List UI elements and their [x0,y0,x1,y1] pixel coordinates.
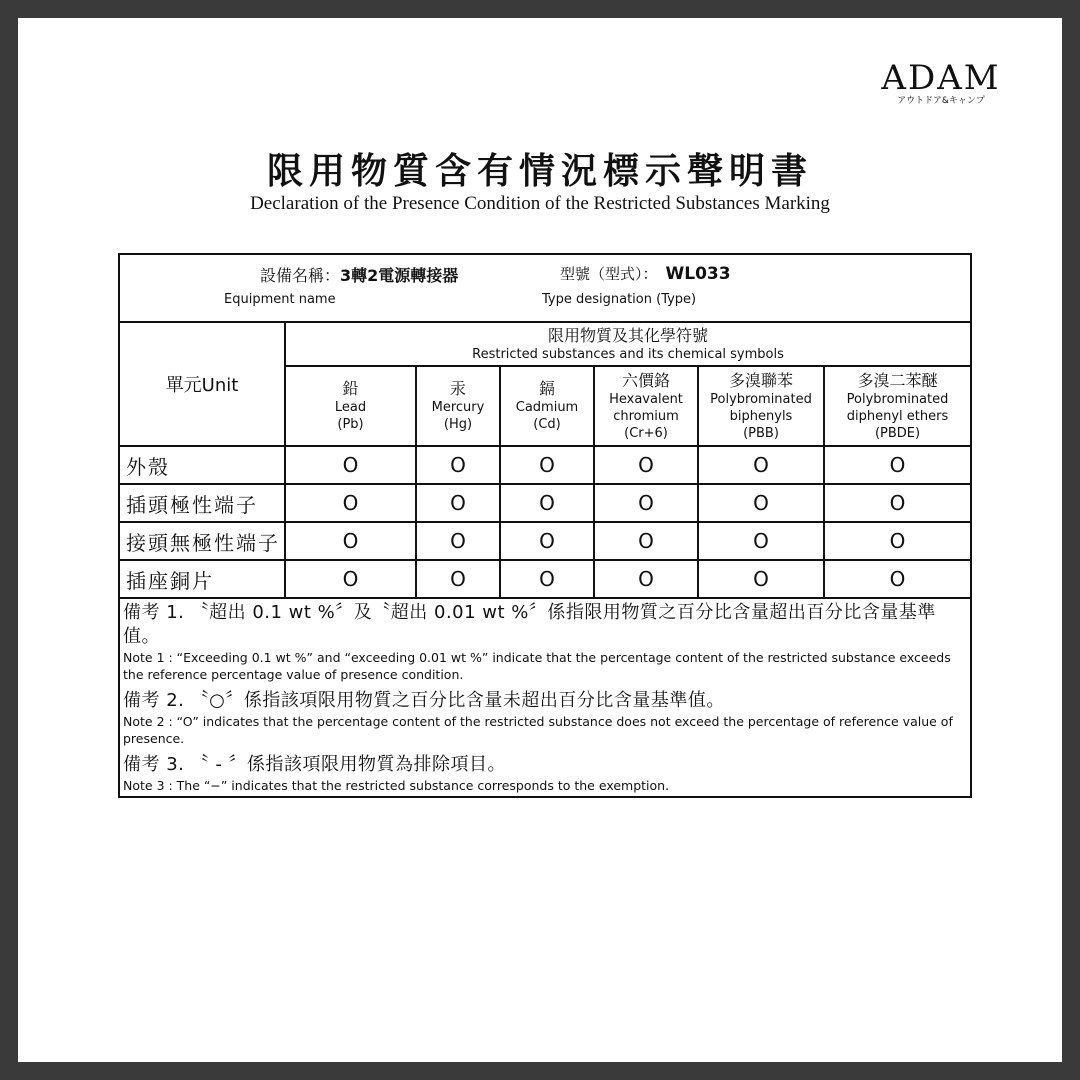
part-name: 插頭極性端子 [119,484,285,522]
restricted-header-en: Restricted substances and its chemical symbols [472,347,784,362]
presence-mark: O [500,560,594,598]
page-title-cn: 限用物質含有情況標示聲明書 [266,150,813,192]
presence-mark: O [500,446,594,484]
presence-mark: O [285,484,416,522]
presence-mark: O [285,560,416,598]
substance-en: chromium [613,408,679,424]
table-row [119,446,971,484]
substance-symbol: (Hg) [443,417,473,432]
presence-mark: O [594,522,698,560]
equipment-value: 3轉2電源轉接器 [340,266,459,285]
substance-cn: 六價鉻 [621,370,670,390]
substance-symbol: (PBB) [743,425,779,441]
presence-mark: O [698,560,824,598]
substance-en: Mercury [431,400,485,415]
note-1-en: Note 1 : “Exceeding 0.1 wt %” and “exceeding 0.01 wt %” indicate that the percentage content of the restricted substance exceeds the reference percentage value of presence condition. [123,650,951,682]
note-1-cn: 備考 1. 〝超出 0.1 wt %〞及〝超出 0.01 wt %〞係指限用物質之百分比含量超出百分比含量基準值。 [123,602,936,647]
part-name: 外殼 [119,446,285,484]
substance-pbb [698,366,824,446]
substance-cn: 多溴聯苯 [728,370,793,390]
note-2-en: Note 2 : “O” indicates that the percentage content of the restricted substance does not exceed the percentage of reference value of presence. [123,714,953,746]
substance-mercury [416,366,500,446]
presence-mark: O [824,522,971,560]
brand-logo [876,58,1006,107]
substance-en: Cadmium [515,400,579,415]
substance-en: Hexavalent [609,391,683,407]
brand-name: ADAM [881,58,1001,98]
note-2-cn: 備考 2. 〝○〞係指該項限用物質之百分比含量未超出百分比含量基準值。 [123,690,725,711]
presence-mark: O [500,484,594,522]
presence-mark: O [824,560,971,598]
presence-mark: O [416,446,500,484]
presence-mark: O [594,484,698,522]
presence-mark: O [416,484,500,522]
type-label-cn: 型號（型式）： [560,265,658,283]
substance-en: biphenyls [729,408,793,424]
notes-section [119,598,971,797]
restricted-header-cn: 限用物質及其化學符號 [548,326,709,345]
substance-en: Lead [334,400,367,415]
type-value: WL033 [665,264,731,284]
substance-cn: 汞 [449,379,466,398]
table-row [119,522,971,560]
presence-mark: O [416,522,500,560]
equipment-header [119,254,971,322]
presence-mark: O [594,446,698,484]
substance-symbol: (PBDE) [874,425,921,441]
substance-en: Polybrominated [846,391,949,407]
equipment-label-cn: 設備名稱： [260,266,341,285]
unit-header: 單元Unit [119,322,285,446]
substance-cn: 多溴二苯醚 [857,370,938,390]
substance-hexavalent-chromium [594,366,698,446]
presence-mark: O [594,560,698,598]
equipment-label-en: Equipment name [224,292,336,307]
substance-pbde [824,366,971,446]
part-name: 接頭無極性端子 [119,522,285,560]
presence-mark: O [824,446,971,484]
type-designation [560,263,731,284]
equipment-name [260,263,458,286]
substance-cn: 鉛 [342,379,359,398]
substance-en: Polybrominated [710,391,812,407]
presence-mark: O [698,522,824,560]
presence-mark: O [698,446,824,484]
substance-lead [285,366,416,446]
presence-mark: O [285,522,416,560]
restricted-substances-header [285,322,971,366]
substance-symbol: (Cd) [533,417,561,432]
declaration-table [118,253,972,798]
note-3-cn: 備考 3. 〝 - 〞係指該項限用物質為排除項目。 [123,754,507,775]
note-3-en: Note 3 : The “−” indicates that the restricted substance corresponds to the exemption. [123,778,670,793]
presence-mark: O [416,560,500,598]
substance-cadmium [500,366,594,446]
page-title-en: Declaration of the Presence Condition of the Restricted Substances Marking [250,193,830,214]
type-label-en: Type designation (Type) [542,292,697,307]
substance-en: diphenyl ethers [846,408,949,424]
substance-cn: 鎘 [538,379,555,398]
presence-mark: O [285,446,416,484]
presence-mark: O [824,484,971,522]
substance-symbol: (Cr+6) [624,425,668,441]
document-page [18,18,1062,1062]
presence-mark: O [500,522,594,560]
substance-symbol: (Pb) [337,417,364,432]
table-row [119,560,971,598]
presence-mark: O [698,484,824,522]
brand-subtitle: アウトドア&キャンプ [897,96,985,106]
part-name: 插座銅片 [119,560,285,598]
table-row [119,484,971,522]
